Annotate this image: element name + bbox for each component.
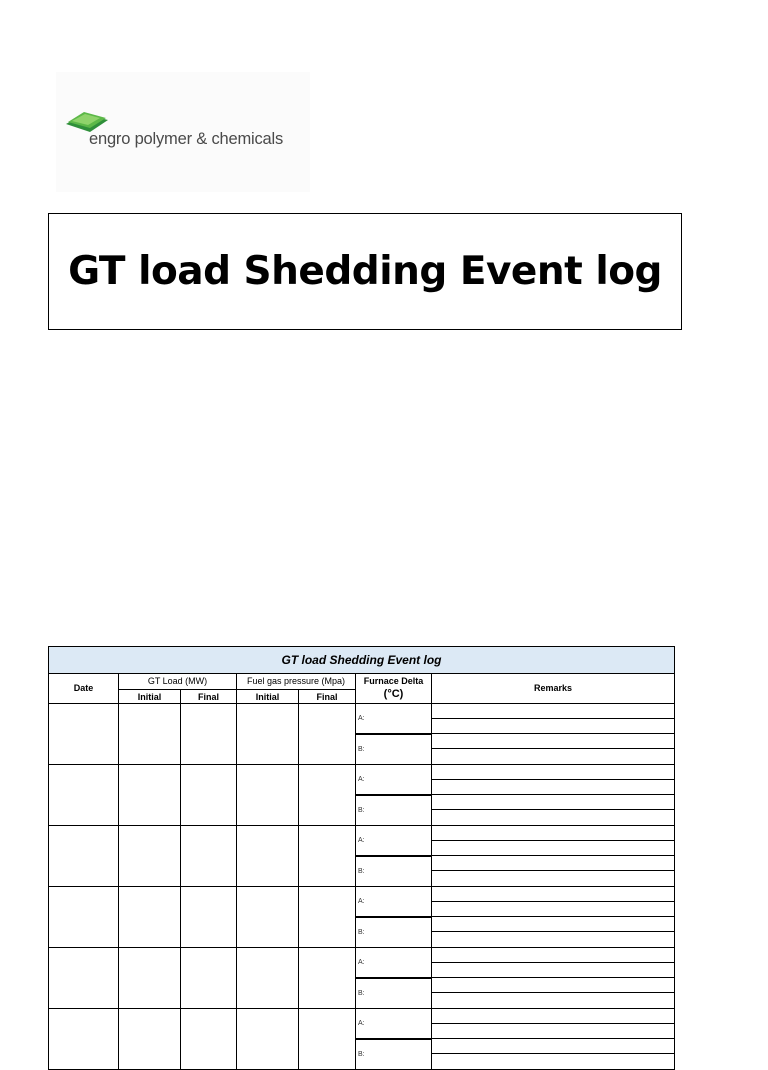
- gt-initial-cell[interactable]: [119, 948, 181, 1009]
- header-gt-initial: Initial: [119, 690, 181, 704]
- furnace-b-cell[interactable]: B:: [356, 1039, 432, 1070]
- table-row: [49, 826, 675, 857]
- furnace-a-cell[interactable]: A:: [356, 765, 432, 796]
- header-fuel-final: Final: [299, 690, 356, 704]
- remarks-cell[interactable]: [432, 1009, 675, 1070]
- fuel-initial-cell[interactable]: [237, 826, 299, 887]
- furnace-a-cell[interactable]: A:: [356, 948, 432, 979]
- fuel-final-cell[interactable]: [299, 704, 356, 765]
- gt-initial-cell[interactable]: [119, 826, 181, 887]
- date-cell[interactable]: [49, 948, 119, 1009]
- remarks-cell[interactable]: [432, 887, 675, 948]
- fuel-final-cell[interactable]: [299, 765, 356, 826]
- gt-initial-cell[interactable]: [119, 887, 181, 948]
- header-remarks: Remarks: [432, 674, 675, 704]
- date-cell[interactable]: [49, 765, 119, 826]
- date-cell[interactable]: [49, 1009, 119, 1070]
- date-cell[interactable]: [49, 704, 119, 765]
- title-box: [48, 213, 682, 330]
- event-log-table: [48, 646, 675, 1070]
- furnace-b-cell[interactable]: B:: [356, 856, 432, 887]
- fuel-initial-cell[interactable]: [237, 765, 299, 826]
- furnace-a-cell[interactable]: A:: [356, 704, 432, 735]
- furnace-delta-label: Furnace Delta: [363, 676, 424, 686]
- furnace-b-cell[interactable]: B:: [356, 795, 432, 826]
- remarks-cell[interactable]: [432, 826, 675, 887]
- date-cell[interactable]: [49, 887, 119, 948]
- gt-final-cell[interactable]: [181, 948, 237, 1009]
- remarks-cell[interactable]: [432, 948, 675, 1009]
- header-fuel-gas-pressure: Fuel gas pressure (Mpa): [237, 674, 356, 690]
- furnace-b-cell[interactable]: B:: [356, 978, 432, 1009]
- fuel-final-cell[interactable]: [299, 826, 356, 887]
- table-row: [49, 765, 675, 796]
- header-fuel-initial: Initial: [237, 690, 299, 704]
- furnace-a-cell[interactable]: A:: [356, 1009, 432, 1040]
- fuel-initial-cell[interactable]: [237, 887, 299, 948]
- document-title: GT load Shedding Event log: [68, 249, 662, 294]
- furnace-b-cell[interactable]: B:: [356, 734, 432, 765]
- fuel-final-cell[interactable]: [299, 1009, 356, 1070]
- header-furnace-delta: [356, 674, 432, 704]
- gt-final-cell[interactable]: [181, 765, 237, 826]
- fuel-initial-cell[interactable]: [237, 1009, 299, 1070]
- fuel-final-cell[interactable]: [299, 887, 356, 948]
- gt-initial-cell[interactable]: [119, 704, 181, 765]
- table-caption: GT load Shedding Event log: [49, 647, 675, 674]
- furnace-b-cell[interactable]: B:: [356, 917, 432, 948]
- gt-final-cell[interactable]: [181, 704, 237, 765]
- remarks-cell[interactable]: [432, 704, 675, 765]
- table-row: [49, 704, 675, 735]
- table-row: [49, 887, 675, 918]
- gt-initial-cell[interactable]: [119, 765, 181, 826]
- furnace-delta-unit: (°C): [383, 687, 404, 700]
- furnace-a-cell[interactable]: A:: [356, 826, 432, 857]
- table-row: [49, 948, 675, 979]
- header-gt-final: Final: [181, 690, 237, 704]
- fuel-final-cell[interactable]: [299, 948, 356, 1009]
- company-logo: [56, 72, 310, 192]
- fuel-initial-cell[interactable]: [237, 704, 299, 765]
- remarks-cell[interactable]: [432, 765, 675, 826]
- logo-brand-text: engro polymer & chemicals: [89, 130, 283, 148]
- date-cell[interactable]: [49, 826, 119, 887]
- gt-final-cell[interactable]: [181, 887, 237, 948]
- gt-initial-cell[interactable]: [119, 1009, 181, 1070]
- gt-final-cell[interactable]: [181, 1009, 237, 1070]
- header-date: Date: [49, 674, 119, 704]
- furnace-a-cell[interactable]: A:: [356, 887, 432, 918]
- header-gt-load: GT Load (MW): [119, 674, 237, 690]
- fuel-initial-cell[interactable]: [237, 948, 299, 1009]
- gt-final-cell[interactable]: [181, 826, 237, 887]
